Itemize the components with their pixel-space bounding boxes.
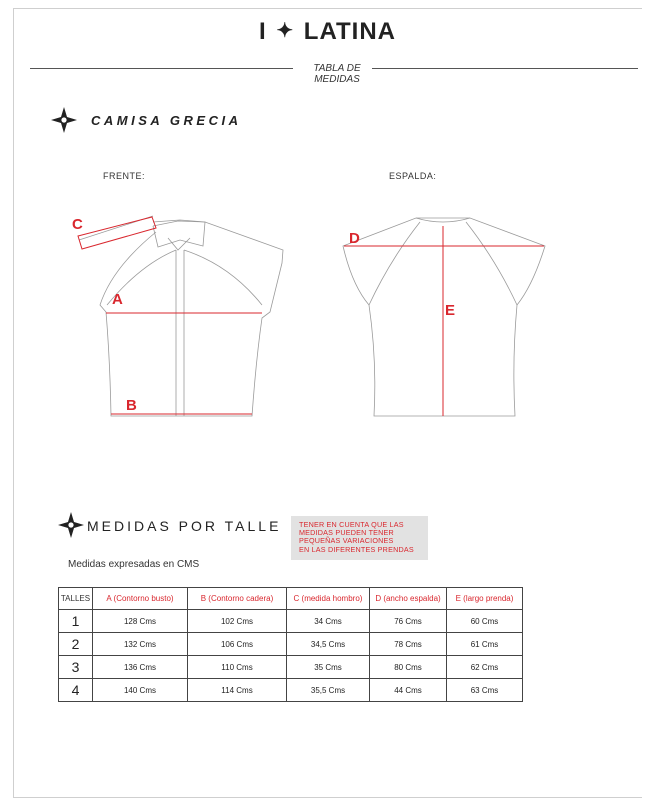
hip-cell: 106 Cms [188, 633, 287, 656]
marker-c: C [72, 216, 83, 233]
front-view-label: FRENTE: [103, 171, 146, 181]
length-cell: 61 Cms [447, 633, 523, 656]
size-cell: 2 [59, 633, 93, 656]
header-ancho-espalda: D (ancho espalda) [370, 588, 447, 610]
hip-cell: 110 Cms [188, 656, 287, 679]
table-row [59, 610, 523, 633]
size-table [58, 587, 523, 702]
table-row [59, 656, 523, 679]
back-width-cell: 80 Cms [370, 656, 447, 679]
variation-warning-note: TENER EN CUENTA QUE LAS MEDIDAS PUEDEN TENER PEQUEÑAS VARIACIONES EN LAS DIFERENTES PRENDAS [291, 516, 428, 560]
marker-d: D [349, 230, 360, 247]
bust-cell: 128 Cms [93, 610, 188, 633]
header-largo-prenda: E (largo prenda) [447, 588, 523, 610]
bust-cell: 140 Cms [93, 679, 188, 702]
brand-logo-left: I [259, 18, 267, 45]
size-cell: 1 [59, 610, 93, 633]
back-width-cell: 76 Cms [370, 610, 447, 633]
header-talles: TALLES [59, 588, 93, 610]
units-note: Medidas expresadas en CMS [68, 559, 200, 570]
back-width-cell: 44 Cms [370, 679, 447, 702]
marker-b: B [126, 397, 137, 414]
section-star-icon [58, 512, 84, 538]
sizes-heading: MEDIDAS POR TALLE [87, 518, 282, 534]
header-contorno-busto: A (Contorno busto) [93, 588, 188, 610]
header-medida-hombro: C (medida hombro) [287, 588, 370, 610]
shoulder-cell: 34 Cms [287, 610, 370, 633]
shoulder-cell: 35 Cms [287, 656, 370, 679]
sparkle-icon: ✦ [276, 20, 295, 42]
shoulder-cell: 35,5 Cms [287, 679, 370, 702]
shoulder-cell: 34,5 Cms [287, 633, 370, 656]
brand-logo-right: LATINA [303, 18, 396, 45]
length-cell: 62 Cms [447, 656, 523, 679]
table-row [59, 633, 523, 656]
hip-cell: 114 Cms [188, 679, 287, 702]
page-subtitle: TABLA DE MEDIDAS [313, 63, 361, 85]
product-title: CAMISA GRECIA [91, 113, 242, 128]
length-cell: 60 Cms [447, 610, 523, 633]
length-cell: 63 Cms [447, 679, 523, 702]
bust-cell: 132 Cms [93, 633, 188, 656]
back-width-cell: 78 Cms [370, 633, 447, 656]
size-cell: 4 [59, 679, 93, 702]
table-row [59, 679, 523, 702]
marker-e: E [445, 302, 456, 319]
hip-cell: 102 Cms [188, 610, 287, 633]
table-header-row [59, 588, 523, 610]
marker-a: A [112, 291, 123, 308]
size-cell: 3 [59, 656, 93, 679]
bust-cell: 136 Cms [93, 656, 188, 679]
header-contorno-cadera: B (Contorno cadera) [188, 588, 287, 610]
back-view-label: ESPALDA: [389, 171, 437, 181]
